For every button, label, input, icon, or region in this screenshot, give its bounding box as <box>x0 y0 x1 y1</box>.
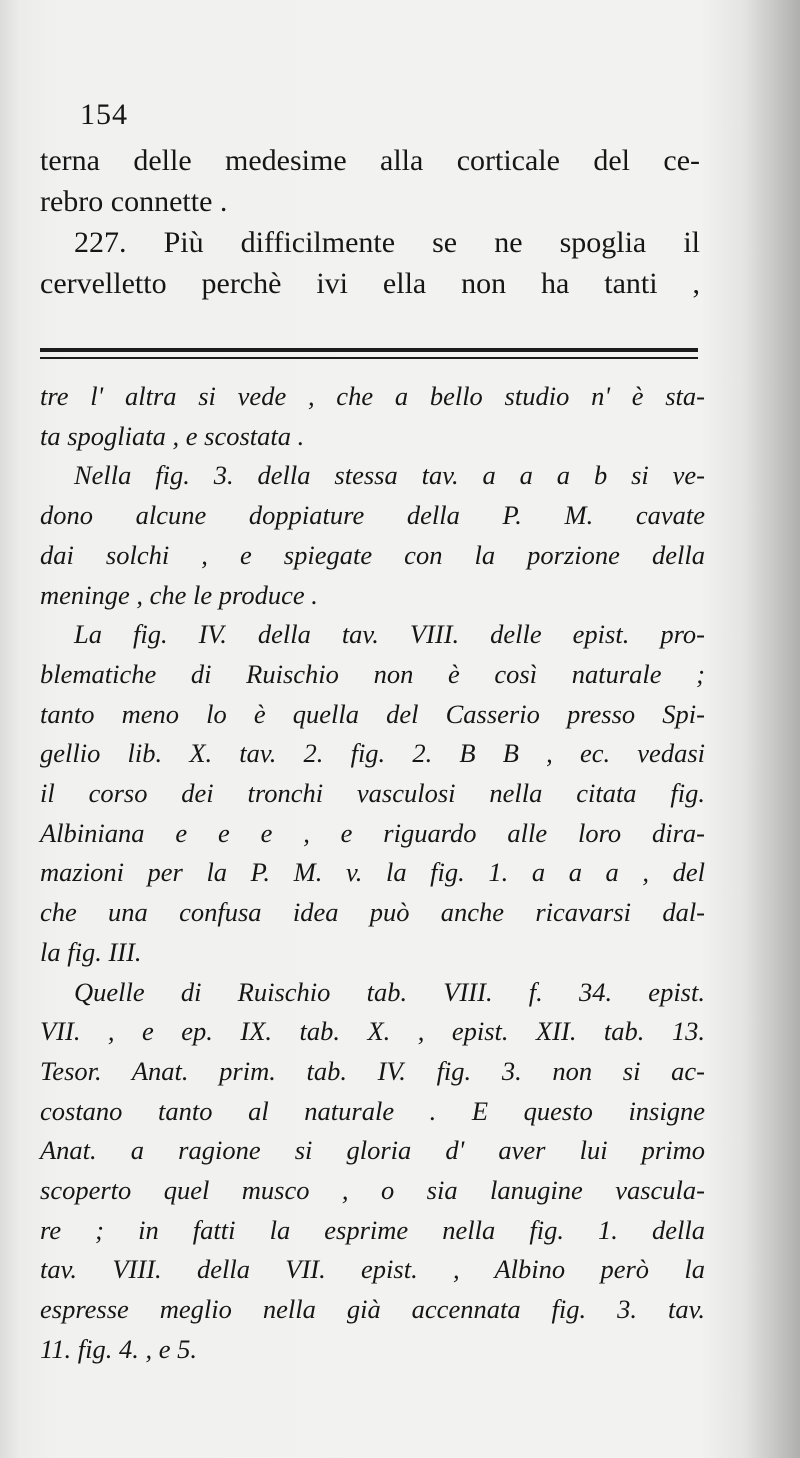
note-line: dai solchi , e spiegate con la porzione della <box>40 539 705 570</box>
page-edge-shadow <box>742 0 800 1458</box>
note-line: tanto meno lo è quella del Casserio presso Spi- <box>40 698 705 729</box>
note-line: VII. , e ep. IX. tab. X. , epist. XII. tab. 13. <box>40 1016 705 1047</box>
note-line: ta spogliata , e scostata . <box>40 420 305 451</box>
note-line: Tesor. Anat. prim. tab. IV. fig. 3. non si ac- <box>40 1055 705 1086</box>
note-line: tre l' altra si vede , che a bello studio n' è sta- <box>40 381 705 411</box>
note-line: il corso dei tronchi vasculosi nella citata fig. <box>40 778 705 809</box>
note-line: mazioni per la P. M. v. la fig. 1. a a a , del <box>40 857 705 888</box>
note-line: scoperto quel musco , o sia lanugine vascula- <box>40 1175 705 1206</box>
note-line: Albiniana e e e , e riguardo alle loro dira- <box>40 817 705 848</box>
note-line: la fig. III. <box>40 936 142 967</box>
note-line: tav. VIII. della VII. epist. , Albino però la <box>40 1254 705 1285</box>
text-line: cervelletto perchè ivi ella non ha tanti , <box>40 267 700 300</box>
note-line: 11. fig. 4. , e 5. <box>40 1333 198 1364</box>
separator-rule <box>40 348 698 352</box>
page-number: 154 <box>80 98 128 131</box>
footnote-text-block <box>40 377 705 1370</box>
note-line: dono alcune doppiature della P. M. cavate <box>40 500 705 531</box>
note-line: costano tanto al naturale . E questo insigne <box>40 1095 705 1126</box>
text-line: rebro connette . <box>40 185 228 218</box>
main-text-block <box>40 140 700 304</box>
text-line: 227. Più difficilmente se ne spoglia il <box>74 226 700 259</box>
separator-rule-thin <box>40 357 698 359</box>
note-line: La fig. IV. della tav. VIII. delle epist. pro- <box>74 619 705 650</box>
note-line: meninge , che le produce . <box>40 579 318 610</box>
note-line: blematiche di Ruischio non è così naturale ; <box>40 658 705 689</box>
note-line: Anat. a ragione si gloria d' aver lui primo <box>40 1135 705 1166</box>
note-line: gellio lib. X. tav. 2. fig. 2. B B , ec. vedasi <box>40 738 705 769</box>
text-line: terna delle medesime alla corticale del ce- <box>40 144 700 177</box>
note-line: espresse meglio nella già accennata fig. 3. tav. <box>40 1294 705 1325</box>
note-line: Nella fig. 3. della stessa tav. a a a b si ve- <box>74 460 705 491</box>
note-line: che una confusa idea può anche ricavarsi dal- <box>40 897 705 928</box>
note-line: Quelle di Ruischio tab. VIII. f. 34. epist. <box>74 976 705 1007</box>
note-line: re ; in fatti la esprime nella fig. 1. della <box>40 1214 705 1245</box>
